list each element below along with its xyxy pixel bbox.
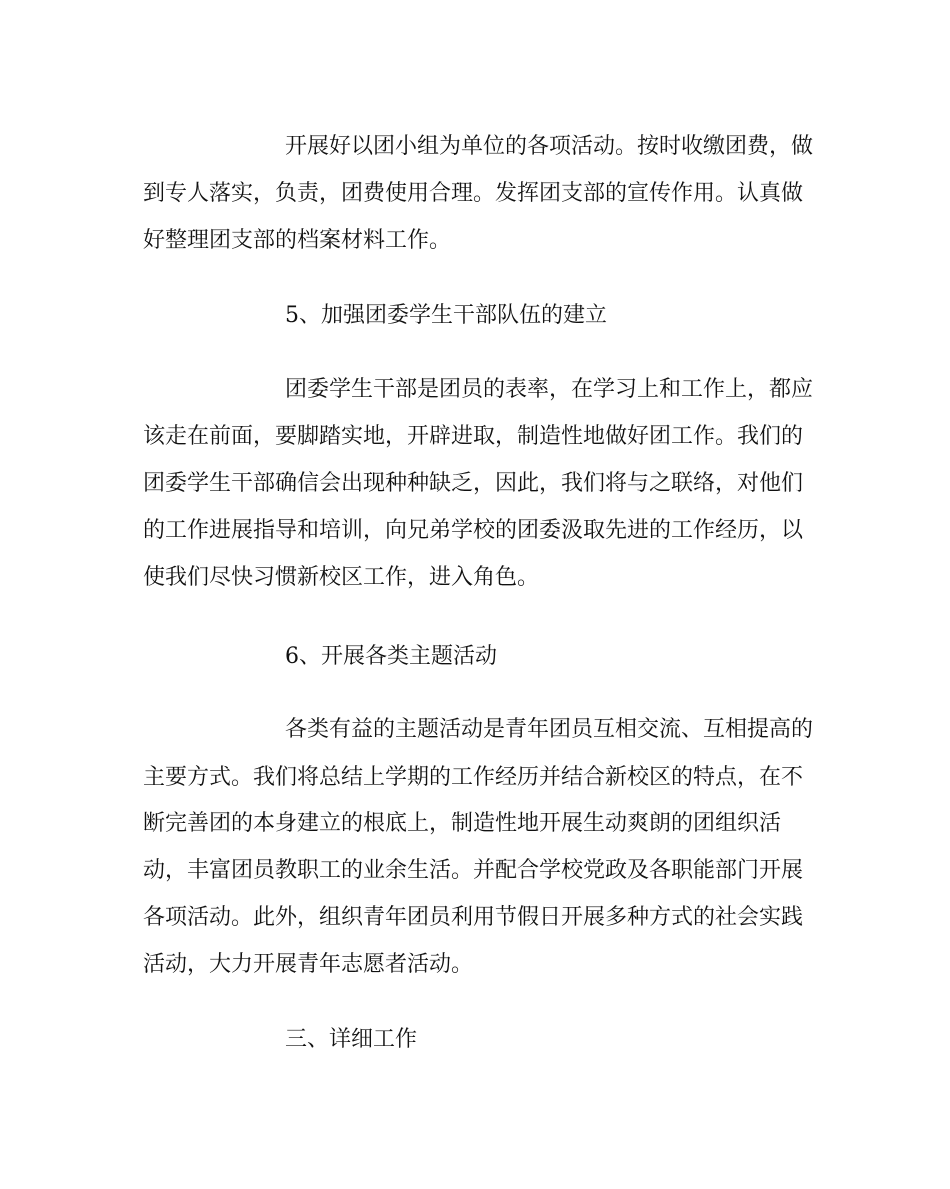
paragraph-line: 活动，大力开展青年志愿者活动。 bbox=[143, 952, 474, 977]
paragraph-line: 开展好以团小组为单位的各项活动。按时收缴团费，做 bbox=[285, 134, 814, 159]
paragraph-line: 到专人落实，负责，团费使用合理。发挥团支部的宣传作用。认真做 bbox=[143, 181, 804, 206]
paragraph-line: 的工作进展指导和培训，向兄弟学校的团委汲取先进的工作经历，以 bbox=[143, 518, 804, 543]
paragraph-line: 断完善团的本身建立的根底上，制造性地开展生动爽朗的团组织活 bbox=[143, 811, 782, 836]
section-heading: 三、详细工作 bbox=[285, 1027, 418, 1052]
section-heading: 6、开展各类主题活动 bbox=[285, 644, 497, 669]
section-heading: 5、加强团委学生干部队伍的建立 bbox=[285, 303, 607, 328]
paragraph-line: 好整理团支部的档案材料工作。 bbox=[143, 228, 452, 253]
paragraph-line: 团委学生干部是团员的表率，在学习上和工作上，都应 bbox=[285, 377, 814, 402]
paragraph-line: 主要方式。我们将总结上学期的工作经历并结合新校区的特点，在不 bbox=[143, 765, 804, 790]
paragraph-line: 各项活动。此外，组织青年团员利用节假日开展多种方式的社会实践 bbox=[143, 905, 804, 930]
paragraph-line: 该走在前面，要脚踏实地，开辟进取，制造性地做好团工作。我们的 bbox=[143, 424, 804, 449]
paragraph-line: 使我们尽快习惯新校区工作，进入角色。 bbox=[143, 565, 540, 590]
paragraph-line: 动，丰富团员教职工的业余生活。并配合学校党政及各职能部门开展 bbox=[143, 858, 804, 883]
paragraph-line: 各类有益的主题活动是青年团员互相交流、互相提高的 bbox=[285, 717, 814, 742]
paragraph-line: 团委学生干部确信会出现种种缺乏，因此，我们将与之联络，对他们 bbox=[143, 471, 804, 496]
